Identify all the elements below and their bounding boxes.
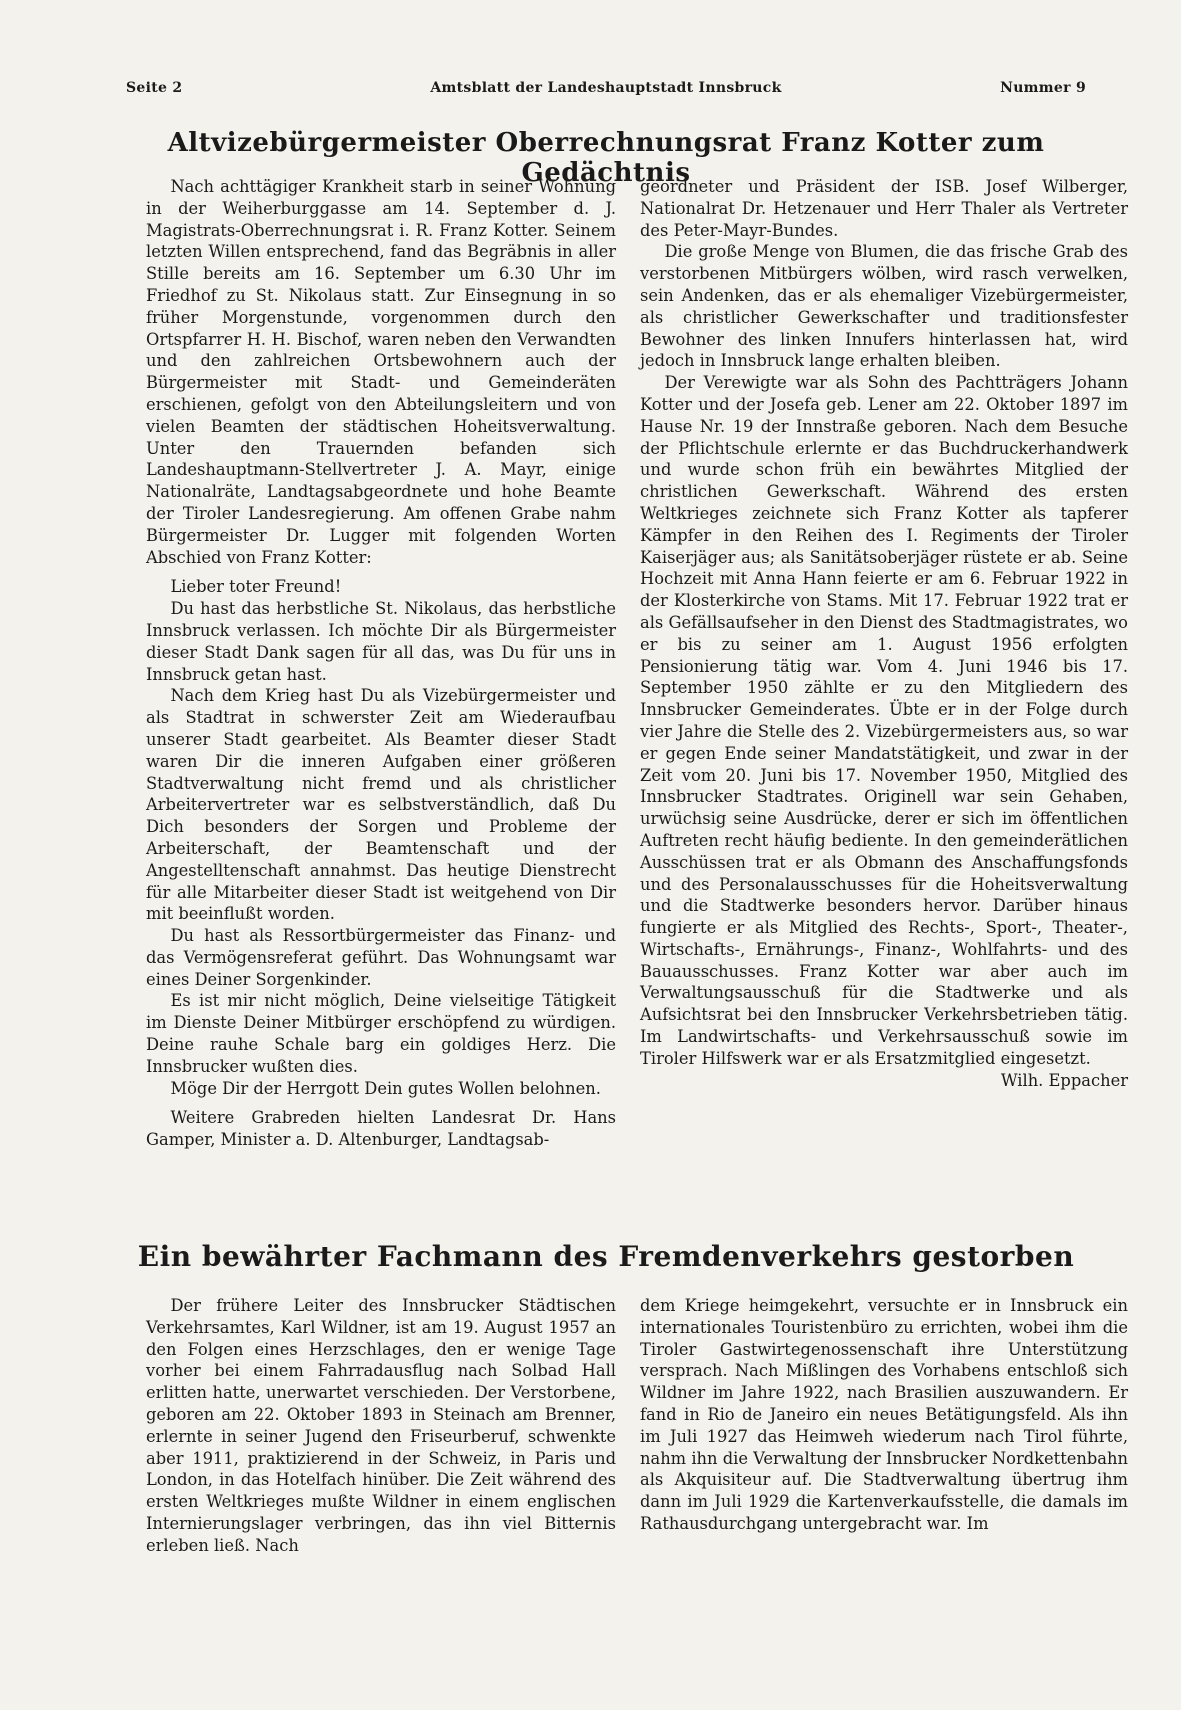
page-header — [126, 80, 1086, 104]
paragraph: Weitere Grabreden hielten Landesrat Dr. Hans Gamper, Minister a. D. Altenburger, Landtagsab- — [146, 1108, 616, 1150]
paragraph: geordneter und Präsident der ISB. Josef Wilberger, Nationalrat Dr. Hetzenauer und Herr Thaler als Vertreter des Peter-Mayr-Bundes. — [640, 177, 1128, 240]
author-signature: Wilh. Eppacher — [1000, 1070, 1128, 1090]
paragraph: Der Verewigte war als Sohn des Pachtträgers Johann Kotter und der Josefa geb. Lener am 22. Oktober 1897 im Hause Nr. 19 der Innstraße geboren. Nach dem Besuche der Pflichtschule erlernte er das Buchdruckerhandwerk und wurde schon früh ein bewährtes Mitglied der christlichen Gewerkschaft. Während des ersten Weltkrieges zeichnete sich Franz Kotter als tapferer Kämpfer in den Reihen des I. Regiments der Tiroler Kaiserjäger aus; als Sanitätsoberjäger rüstete er ab. Seine Hochzeit mit Anna Hann feierte er am 6. Februar 1922 in der Klosterkirche von Stams. Mit 17. Februar 1922 trat er als Gefällsaufseher in den Dienst des Stadtmagistrates, wo er bis zu seiner am 1. August 1956 erfolgten Pensionierung tätig war. Vom 4. Juni 1946 bis 17. September 1950 zählte er zu den Mitgliedern des Innsbrucker Gemeinderates. Übte er in der Folge durch vier Jahre die Stelle des 2. Vizebürgermeisters aus, so war er gegen Ende seiner Mandatstätigkeit, und zwar in der Zeit vom 20. Juni bis 17. November 1950, Mitglied des Innsbrucker Stadtrates. Originell war sein Gehaben, urwüchsig seine Ausdrücke, derer er sich im öffentlichen Auftreten recht häufig bediente. In den gemeinderätlichen Ausschüssen trat er als Obmann des Anschaffungsfonds und des Personalausschusses für die Hoheitsverwaltung und die Stadtwerke besonders hervor. Darüber hinaus fungierte er als Mitglied des Rechts-, Sport-, Theater-, Wirtschafts-, Ernährungs-, Finanz-, Wohlfahrts- und des Bauausschusses. Franz Kotter war aber auch im Verwaltungsausschuß für die Stadtwerke und als Aufsichtsrat bei den Innsbrucker Verkehrsbetrieben tätig. Im Landwirtschafts- und Verkehrsausschuß sowie im Tiroler Hilfswerk war er als Ersatzmitglied eingesetzt. — [640, 373, 1128, 1068]
paragraph: Es ist mir nicht möglich, Deine vielseitige Tätigkeit im Dienste Deiner Mitbürger erschöpfend zu würdigen. Deine rauhe Schale barg ein goldiges Herz. Die Innsbrucker wußten dies. — [146, 991, 616, 1076]
article-kotter-column-1 — [146, 176, 616, 1151]
paragraph: Nach dem Krieg hast Du als Vizebürgermeister und als Stadtrat in schwerster Zeit am Wiederaufbau unserer Stadt gearbeitet. Als Beamter dieser Stadt waren Dir die inneren Aufgaben einer größeren Stadtverwaltung nicht fremd und als christlicher Arbeitervertreter war es selbstverständlich, daß Du Dich besonders der Sorgen und Probleme der Arbeiterschaft, der Beamtenschaft und der Angestelltenschaft annahmst. Das heutige Dienstrecht für alle Mitarbeiter dieser Stadt ist weitgehend von Dir mit beeinflußt worden. — [146, 686, 616, 924]
paragraph: Nach achttägiger Krankheit starb in seiner Wohnung in der Weiherburggasse am 14. September d. J. Magistrats-Oberrechnungsrat i. R. Franz Kotter. Seinem letzten Willen entsprechend, fand das Begräbnis in aller Stille bereits am 16. September um 6.30 Uhr im Friedhof zu St. Nikolaus statt. Zur Einsegnung in so früher Morgenstunde, vorgenommen durch den Ortspfarrer H. H. Bischof, waren neben den Verwandten und den zahlreichen Ortsbewohnern auch der Bürgermeister mit Stadt- und Gemeinderäten erschienen, gefolgt von den Abteilungsleitern und von vielen Beamten der städtischen Hoheitsverwaltung. Unter den Trauernden befanden sich Landeshauptmann-Stellvertreter J. A. Mayr, einige Nationalräte, Landtagsabgeordnete und hohe Beamte der Tiroler Landesregierung. Am offenen Grabe nahm Bürgermeister Dr. Lugger mit folgenden Worten Abschied von Franz Kotter: — [146, 177, 616, 567]
paragraph: Du hast als Ressortbürgermeister das Finanz- und das Vermögensreferat geführt. Das Wohnungsamt war eines Deiner Sorgenkinder. — [146, 926, 616, 989]
article-title-wildner: Ein bewährter Fachmann des Fremdenverkehrs gestorben — [137, 1240, 1075, 1273]
paragraph: Der frühere Leiter des Innsbrucker Städtischen Verkehrsamtes, Karl Wildner, ist am 19. August 1957 an den Folgen eines Herzschlages, den er wenige Tage vorher bei einem Fahrradausflug nach Solbad Hall erlitten hatte, unerwartet verschieden. Der Verstorbene, geboren am 22. Oktober 1893 in Steinach am Brenner, erlernte in seiner Jugend den Friseurberuf, schwenkte aber 1911, praktizierend in der Schweiz, in Paris und London, in das Hotelfach hinüber. Die Zeit während des ersten Weltkrieges mußte Wildner in einem englischen Internierungslager verbringen, das ihn viel Bitternis erleben ließ. Nach — [146, 1296, 616, 1555]
article-title-kotter: Altvizebürgermeister Oberrechnungsrat Franz Kotter zum Gedächtnis — [167, 128, 1045, 188]
paragraph: Möge Dir der Herrgott Dein gutes Wollen belohnen. — [170, 1078, 601, 1098]
speech-salutation: Lieber toter Freund! — [170, 577, 342, 597]
paragraph: Du hast das herbstliche St. Nikolaus, das herbstliche Innsbruck verlassen. Ich möchte Dir als Bürgermeister dieser Stadt Dank sagen für all das, was Du für uns in Innsbruck getan hast. — [146, 599, 616, 684]
article-wildner-column-1 — [146, 1295, 616, 1557]
paragraph: Die große Menge von Blumen, die das frische Grab des verstorbenen Mitbürgers wölben, wird rasch verwelken, sein Andenken, das er als ehemaliger Vizebürgermeister, als christlicher Gewerkschafter und traditionsfester Bewohner des linken Innufers hinterlassen hat, wird jedoch in Innsbruck lange erhalten bleiben. — [640, 242, 1128, 371]
publication-title: Amtsblatt der Landeshauptstadt Innsbruck — [430, 80, 782, 96]
article-wildner-column-2 — [640, 1295, 1128, 1535]
page-number: Seite 2 — [126, 80, 183, 96]
article-kotter-column-2 — [640, 176, 1128, 1091]
issue-number: Nummer 9 — [1000, 80, 1086, 96]
paragraph: dem Kriege heimgekehrt, versuchte er in Innsbruck ein internationales Touristenbüro zu errichten, wobei ihm die Tiroler Gastwirtegenossenschaft ihre Unterstützung versprach. Nach Mißlingen des Vorhabens entschloß sich Wildner im Jahre 1922, nach Brasilien auszuwandern. Er fand in Rio de Janeiro ein neues Betätigungsfeld. Als ihn im Juli 1927 das Heimweh wiederum nach Tirol führte, nahm ihn die Verwaltung der Innsbrucker Nordkettenbahn als Akquisiteur auf. Die Stadtverwaltung übertrug ihm dann im Juli 1929 die Kartenverkaufsstelle, die damals im Rathausdurchgang untergebracht war. Im — [640, 1296, 1128, 1533]
